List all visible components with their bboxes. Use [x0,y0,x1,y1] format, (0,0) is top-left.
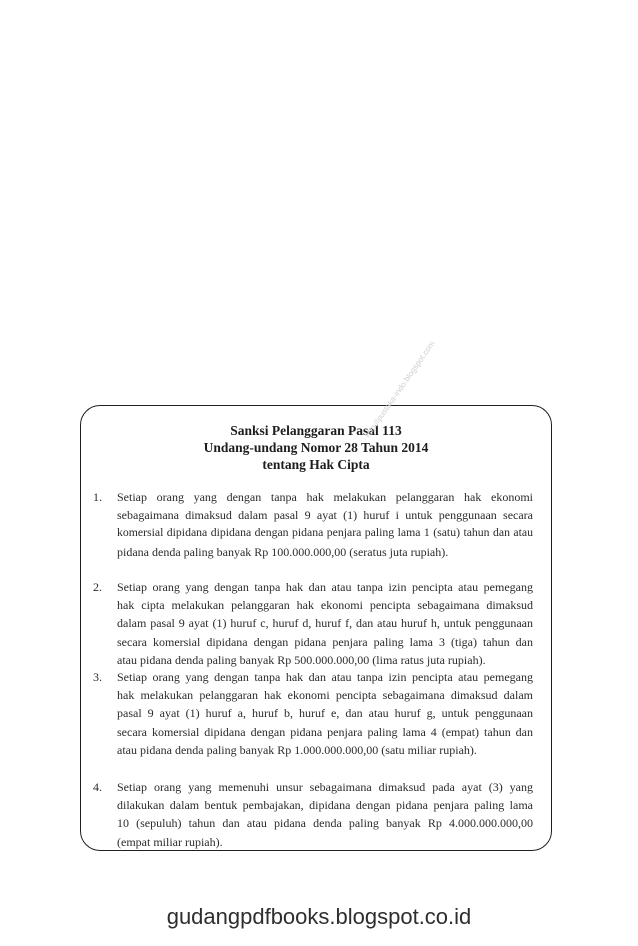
item-line: 10 (sepuluh) tahun dan atau pidana denda paling banyak Rp 4.000.000.000,00 [117,816,533,831]
item-text [117,578,533,669]
box-title-line-3: tentang Hak Cipta [262,457,370,472]
item-line: komersial dipidana dipidana dengan pidana penjara paling lama 1 (satu) tahun dan atau [117,526,533,540]
item-number: 4. [93,780,102,794]
item-line: Setiap orang yang dengan tanpa hak melakukan pelanggaran hak ekonomi [117,490,533,504]
item-line: Setiap orang yang memenuhi unsur sebagaimana dimaksud pada ayat (3) yang [117,780,533,794]
item-line: dilakukan dalam bentuk pembajakan, dipidana dengan pidana penjara paling lama [117,798,533,813]
item-text [117,668,533,759]
item-text [117,778,533,851]
item-line: hak melakukan pelanggaran hak ekonomi pencipta sebagaimana dimaksud dalam [117,688,533,703]
item-number: 3. [93,670,102,684]
item-line: Setiap orang yang dengan tanpa hak dan atau tanpa izin pencipta atau pemegang [117,580,533,594]
item-line: (empat miliar rupiah). [117,834,223,849]
box-title-line-1: Sanksi Pelanggaran Pasal 113 [230,423,402,438]
item-number: 2. [93,580,102,594]
item-line: atau pidana denda paling banyak Rp 500.000.000,00 (lima ratus juta rupiah). [117,652,486,667]
sanctions-box [80,339,552,851]
item-line: atau pidana denda paling banyak Rp 1.000.000.000,00 (satu miliar rupiah). [117,742,477,757]
item-line: Setiap orang yang dengan tanpa hak dan atau tanpa izin pencipta atau pemegang [117,670,533,684]
item-line: hak cipta melakukan pelanggaran hak ekonomi pencipta sebagaimana dimaksud [117,598,533,613]
item-line: pidana denda paling banyak Rp 100.000.000,00 (seratus juta rupiah). [117,544,449,559]
footer-url: gudangpdfbooks.blogspot.co.id [166,904,472,929]
item-text [117,488,533,561]
watermark-text: http://pustaka-indo.blogspot.com [363,339,437,440]
item-line: secara komersial dipidana dengan pidana penjara paling lama 4 (empat) tahun dan [117,724,533,739]
item-line: dalam pasal 9 ayat (1) huruf c, huruf d, huruf f, dan atau huruf h, untuk penggunaan [117,616,533,631]
item-number: 1. [93,490,102,504]
item-line: sebagaimana dimaksud dalam pasal 9 ayat (1) huruf i untuk penggunaan secara [117,508,533,523]
box-title-line-2: Undang-undang Nomor 28 Tahun 2014 [203,440,429,455]
item-line: secara komersial dipidana dengan pidana penjara paling lama 3 (tiga) tahun dan [117,634,533,649]
item-line: pasal 9 ayat (1) huruf a, huruf b, huruf e, dan atau huruf g, untuk penggunaan [117,706,533,721]
